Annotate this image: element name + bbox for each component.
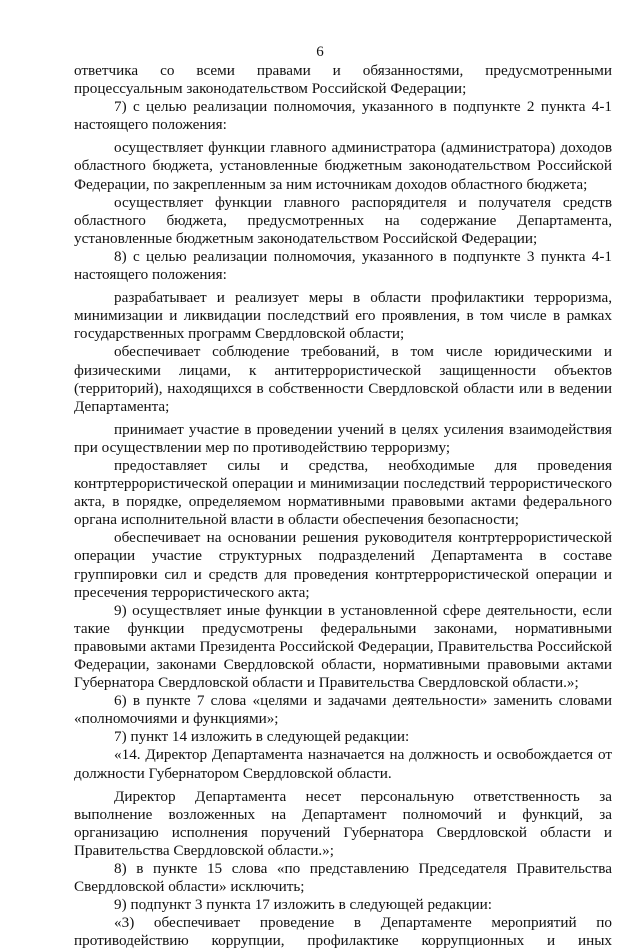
paragraph: 9) подпункт 3 пункта 17 изложить в следующей редакции: (114, 896, 493, 914)
paragraph: «3) обеспечивает проведение в Департаменте мероприятий по противодействию коррупции, профилактике коррупционных и иных (74, 914, 612, 950)
paragraph: 7) с целью реализации полномочия, указанного в подпункте 2 пункта 4-1 настоящего положения: (74, 98, 612, 134)
paragraph: «14. Директор Департамента назначается на должность и освобождается от должности Губернатором Свердловской области. (74, 746, 612, 782)
paragraph: принимает участие в проведении учений в целях усиления взаимодействия при осуществлении мер по противодействию терроризму; (74, 420, 612, 456)
document-body (74, 62, 612, 951)
paragraph: ответчика со всеми правами и обязанностями, предусмотренными процессуальным законодательством Российской Федерации; (74, 62, 612, 98)
paragraph: обеспечивает соблюдение требований, в том числе юридическими и физическими лицами, к антитеррористической защищенности объектов (территорий), находящихся в собственности Свердловской области или в ведении Департамента; (74, 343, 612, 415)
paragraph: Директор Департамента несет персональную ответственность за выполнение возложенных на Департамент полномочий и функций, за организацию исполнения поручений Губернатора Свердловской области и Правительства Свердловской области.»; (74, 787, 612, 859)
paragraph: осуществляет функции главного распорядителя и получателя средств областного бюджета, предусмотренных на содержание Департамента, установленные бюджетным законодательством Российской Федерации; (74, 193, 612, 247)
paragraph: разрабатывает и реализует меры в области профилактики терроризма, минимизации и ликвидации последствий его проявления, в том числе в рамках государственных программ Свердловской области; (74, 289, 612, 343)
paragraph: осуществляет функции главного администратора (администратора) доходов областного бюджета, установленные бюджетным законодательством Российской Федерации, по закрепленным за ним источникам доходов областного бюджета; (74, 139, 612, 193)
paragraph: 8) с целью реализации полномочия, указанного в подпункте 3 пункта 4-1 настоящего положения: (74, 247, 612, 284)
paragraph: 9) осуществляет иные функции в установленной сфере деятельности, если такие функции предусмотрены федеральными законами, нормативными правовыми актами Президента Российской Федерации, Правительства Российской Федерации, законами Свердловской области, нормативными правовыми актами Губернатора Свердловской области и Правительства Свердловской области.»; (74, 601, 612, 692)
paragraph: 6) в пункте 7 слова «целями и задачами деятельности» заменить словами «полномочиями и функциями»; (74, 692, 612, 728)
page-number: 6 (316, 44, 324, 60)
paragraph: предоставляет силы и средства, необходимые для проведения контртеррористической операции и минимизации последствий террористического акта, в порядке, определяемом нормативными правовыми актами федерального органа исполнительной власти в области обеспечения безопасности; (74, 456, 612, 529)
paragraph: 7) пункт 14 изложить в следующей редакции: (114, 728, 410, 746)
paragraph: 8) в пункте 15 слова «по представлению Председателя Правительства Свердловской области» исключить; (74, 860, 612, 896)
paragraph: обеспечивает на основании решения руководителя контртеррористической операции участие структурных подразделений Департамента в составе группировки сил и средств для проведения контртеррористической операции и пресечения террористического акта; (74, 529, 612, 601)
